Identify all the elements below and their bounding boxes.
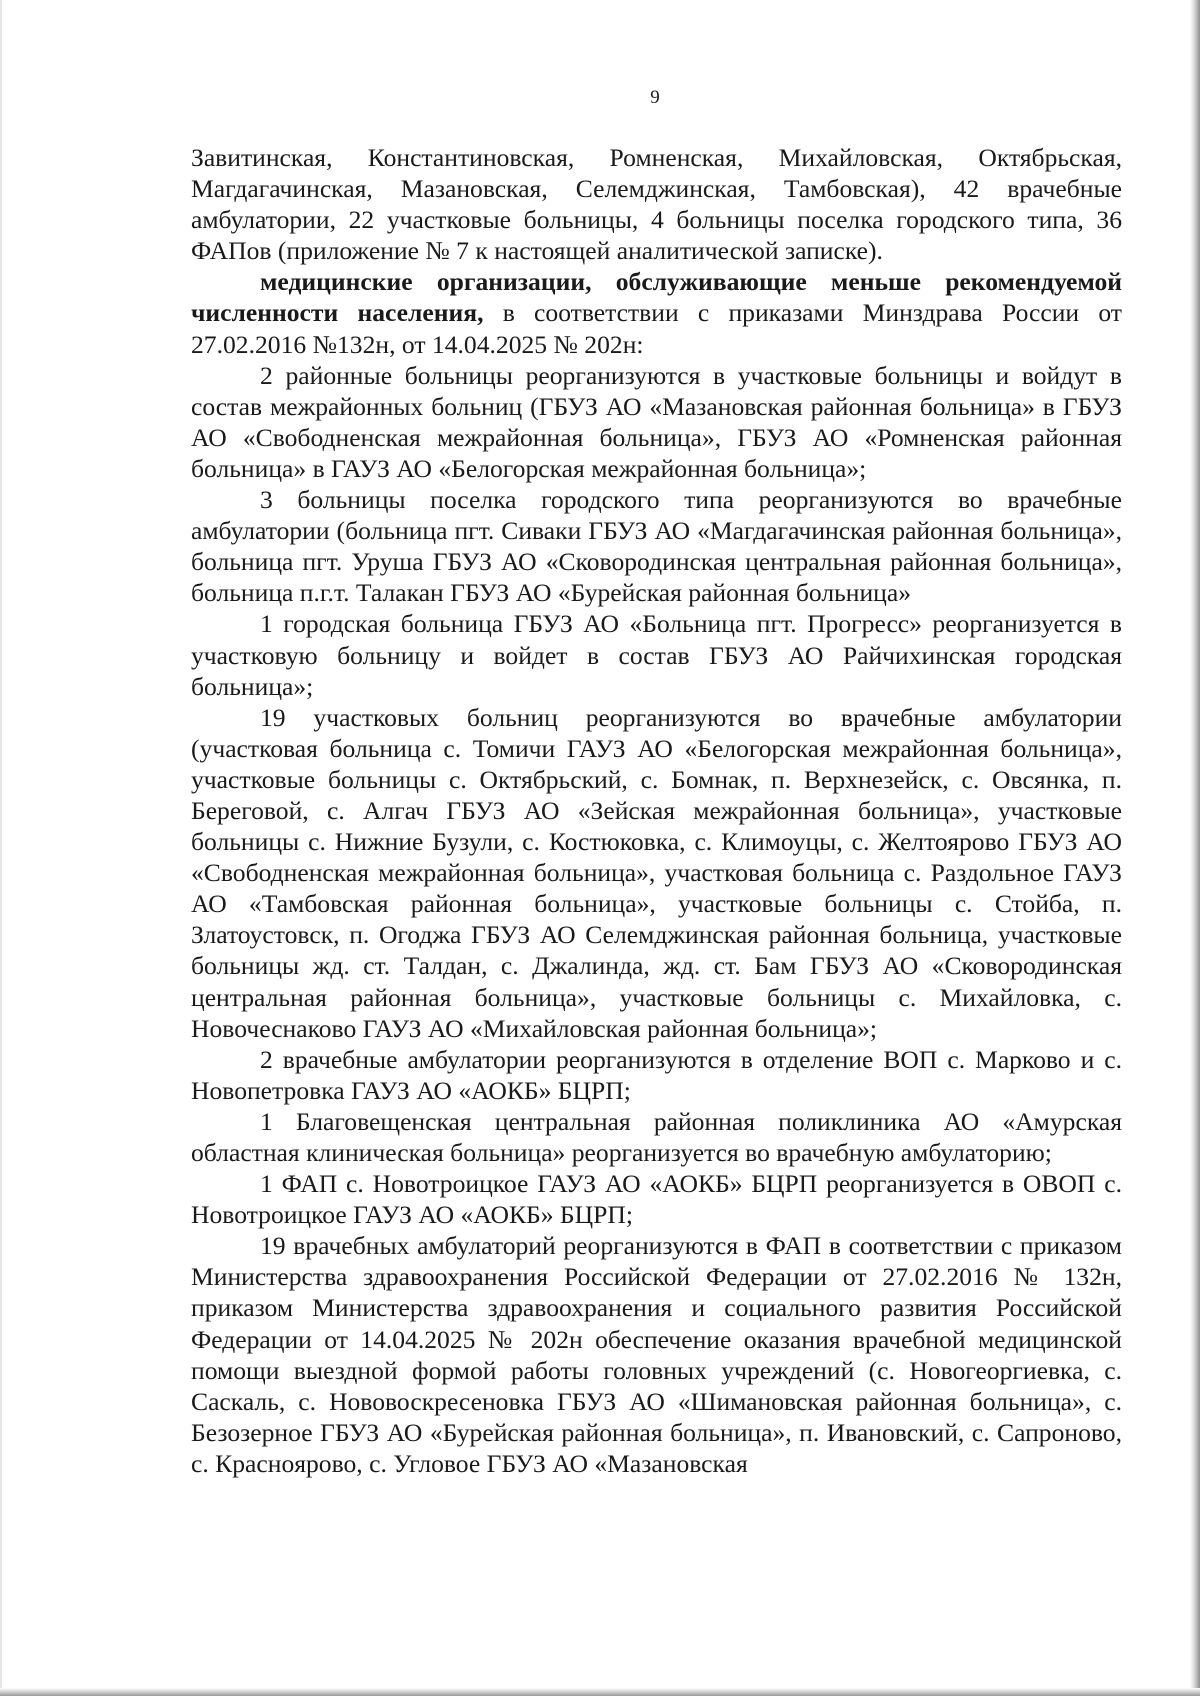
paragraph-precinct-hospitals: 19 участковых больниц реорганизуются во врачебные амбулатории (участковая больница с. Томичи ГАУЗ АО «Белогорская межрайонная больница», участковые больницы с. Октябрьский, с. Бомнак, п. Верхнезейск, с. Овсянка, п. Береговой, с. Алгач ГБУЗ АО «Зейская межрайонная больница», участковые больницы с. Нижние Бузули, с. Костюковка, с. Климоуцы, с. Желтоярово ГБУЗ АО «Свободненская межрайонная больница», участковая больница с. Раздольное ГАУЗ АО «Тамбовская районная больница», участковые больницы с. Стойба, п. Златоустовск, п. Огоджа ГБУЗ АО Селемджинская районная больница, участковые больницы жд. ст. Талдан, с. Джалинда, жд. ст. Бам ГБУЗ АО «Сковородинская центральная районная больница», участковые больницы с. Михайловка, с. Новочеснаково ГАУЗ АО «Михайловская районная больница»; — [191, 702, 1122, 1043]
paragraph-continued-list: Завитинская, Константиновская, Ромненская, Михайловская, Октябрьская, Магдагачинская, Мазановская, Селемджинская, Тамбовская), 42 врачебные амбулатории, 22 участковые больницы, 4 больницы поселка городского типа, 36 ФАПов (приложение № 7 к настоящей аналитической записке). — [191, 143, 1122, 266]
document-body — [191, 142, 1122, 1479]
paragraph-city-hospital: 1 городская больница ГБУЗ АО «Больница пгт. Прогресс» реорганизуется в участковую больницу и войдет в состав ГБУЗ АО Райчихинская городская больница»; — [191, 609, 1122, 701]
paragraph-fap-novotroitskoe: 1 ФАП с. Новотроицкое ГАУЗ АО «АОКБ» БЦРП реорганизуется в ОВОП с. Новотроицкое ГАУЗ АО «АОКБ» БЦРП; — [191, 1169, 1122, 1230]
paragraph-underpopulated-orgs — [191, 266, 1122, 359]
page-edge-bottom — [0, 1688, 1200, 1696]
bold-lead-text: медицинские организации, обслуживающие меньше рекомендуемой численности населения, — [191, 267, 1122, 328]
page-number: 9 — [650, 87, 660, 108]
paragraph-district-hospitals: 2 районные больницы реорганизуются в участковые больницы и войдут в состав межрайонных больниц (ГБУЗ АО «Мазановская районная больница» в ГБУЗ АО «Свободненская межрайонная больница», ГБУЗ АО «Ромненская районная больница» в ГАУЗ АО «Белогорская межрайонная больница»; — [191, 360, 1122, 483]
page-edge-left — [0, 0, 2, 1696]
paragraph-central-polyclinic: 1 Благовещенская центральная районная поликлиника АО «Амурская областная клиническая больница» реорганизуется во врачебную амбулаторию; — [191, 1106, 1122, 1167]
page-edge-right — [1190, 0, 1200, 1696]
paragraph-township-hospitals: 3 больницы поселка городского типа реорганизуются во врачебные амбулатории (больница пгт. Сиваки ГБУЗ АО «Магдагачинская районная больница», больница пгт. Уруша ГБУЗ АО «Сковородинская центральная районная больница», больница п.г.т. Талакан ГБУЗ АО «Бурейская районная больница» — [191, 485, 1122, 608]
paragraph-outpatient-clinics: 2 врачебные амбулатории реорганизуются в отделение ВОП с. Марково и с. Новопетровка ГАУЗ АО «АОКБ» БЦРП; — [191, 1044, 1122, 1105]
paragraph-ambulatories-to-fap: 19 врачебных амбулаторий реорганизуются в ФАП в соответствии с приказом Министерства здравоохранения Российской Федерации от 27.02.2016 № 132н, приказом Министерства здравоохранения и социального развития Российской Федерации от 14.04.2025 № 202н обеспечение оказания врачебной медицинской помощи выездной формой работы головных учреждений (с. Новогеоргиевка, с. Саскаль, с. Нововоскресеновка ГБУЗ АО «Шимановская районная больница», с. Безозерное ГБУЗ АО «Бурейская районная больница», п. Ивановский, с. Сапроново, с. Краснoярово, с. Угловое ГБУЗ АО «Мазановская — [191, 1231, 1122, 1478]
paragraph-text: в соответствии с приказами Минздрава России от 27.02.2016 №132н, от 14.04.2025 № 202н: — [191, 298, 1122, 359]
